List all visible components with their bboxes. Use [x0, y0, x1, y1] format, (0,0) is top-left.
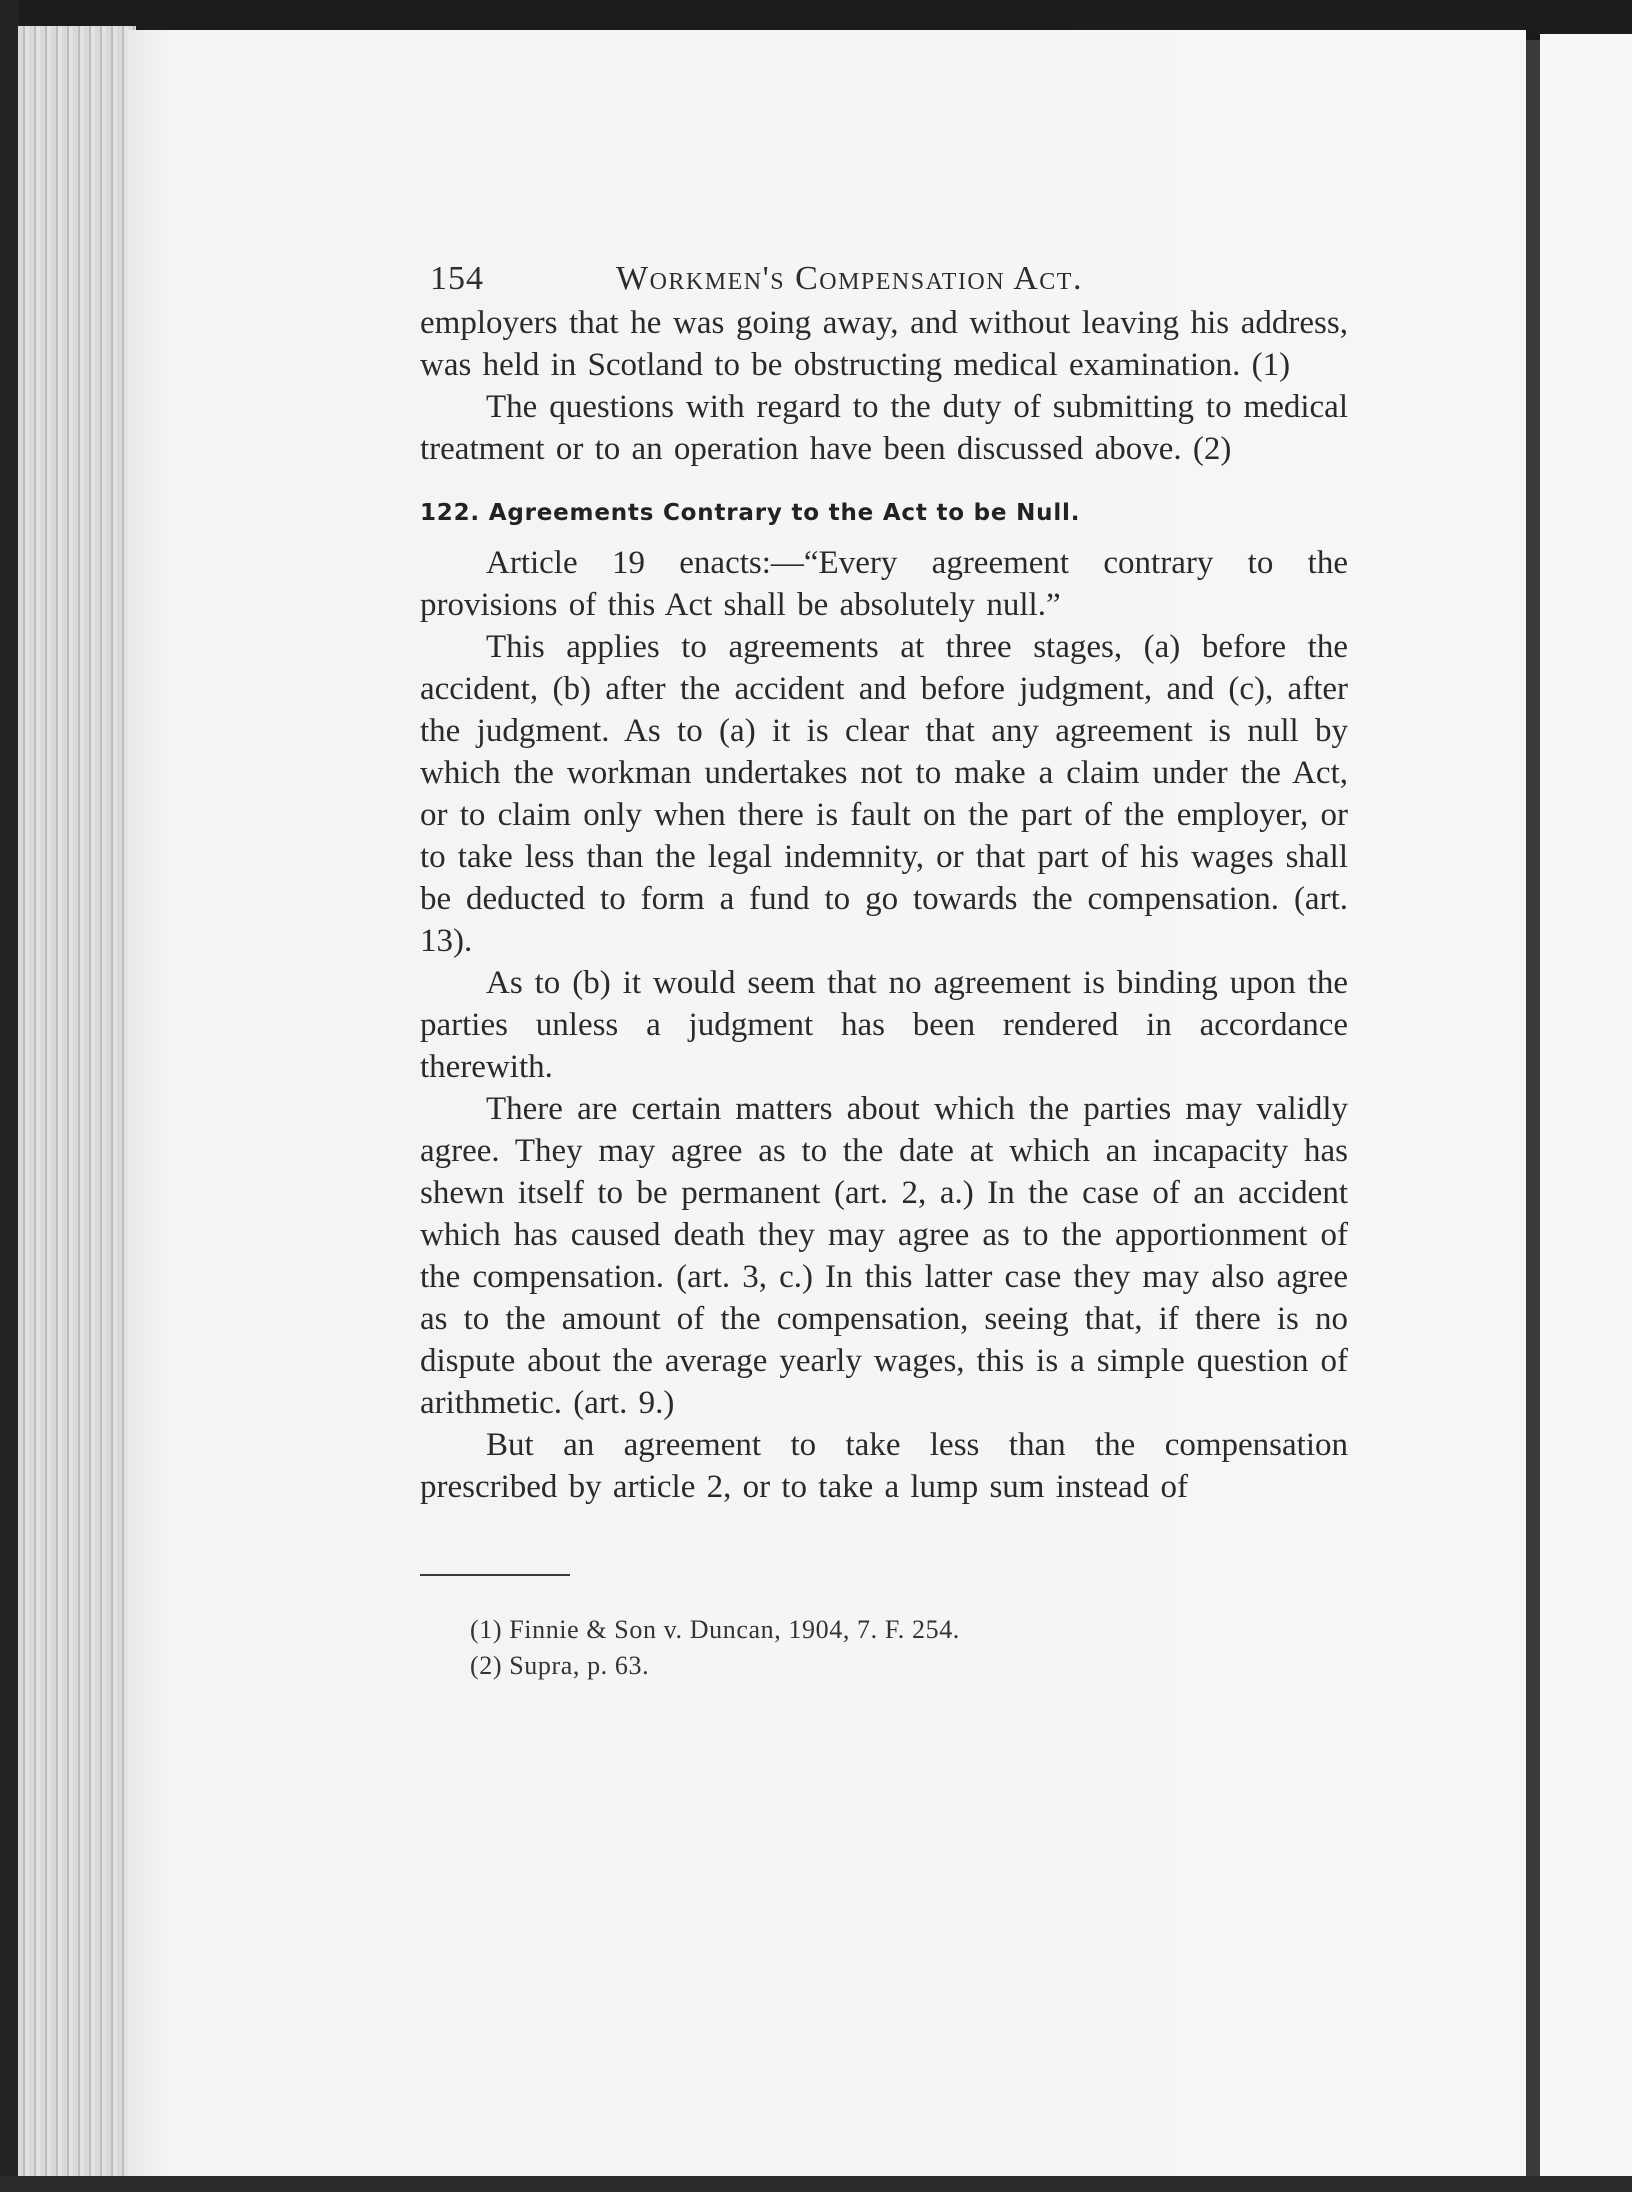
paragraph-medical-treatment: The questions with regard to the duty of submitting to medical treatment or to an operation have been discussed above. (2) [420, 389, 1348, 467]
paragraph-continued: employers that he was going away, and without leaving his address, was held in Scotland to be obstructing medical examination. (1) [420, 305, 1348, 383]
footnote-divider [420, 1574, 570, 1576]
running-head [420, 250, 1348, 302]
page-number: 154 [430, 260, 484, 297]
scan-right-margin [1540, 34, 1632, 2192]
scan-left-border [0, 0, 18, 2192]
page-text-block [420, 250, 1348, 1684]
section-heading: 122. Agreements Contrary to the Act to be Null. [420, 500, 1081, 526]
footnote-2: (2) Supra, p. 63. [470, 1651, 650, 1680]
scan-bottom-border [0, 2176, 1632, 2192]
paragraph-three-stages: This applies to agreements at three stages, (a) before the accident, (b) after the accident and before judgment, and (c), after the judgment. As to (a) it is clear that any agreement is null by which the workman undertakes not to make a claim under the Act, or to claim only when there is fault on the part of the employer, or to take less than the legal indemnity, or that part of his wages shall be deducted to form a fund to go towards the compensation. (art. 13). [420, 629, 1348, 959]
footnote-1: (1) Finnie & Son v. Duncan, 1904, 7. F. 254. [470, 1615, 960, 1644]
scan-top-border [0, 0, 1632, 34]
paragraph-lump-sum: But an agreement to take less than the compensation prescribed by article 2, or to take a lump sum instead of [420, 1427, 1348, 1505]
paragraph-binding: As to (b) it would seem that no agreement is binding upon the parties unless a judgment has been rendered in accordance therewith. [420, 965, 1348, 1085]
book-spine-shadow [1526, 40, 1540, 2180]
running-title: Workmen's Compensation Act. [616, 260, 1083, 297]
footnotes [470, 1612, 1348, 1684]
paragraph-valid-agreements: There are certain matters about which the parties may validly agree. They may agree as to the date at which an incapacity has shewn itself to be permanent (art. 2, a.) In the case of an accident which has caused death they may agree as to the apportionment of the compensation. (art. 3, c.) In this latter case they may also agree as to the amount of the compensation, seeing that, if there is no dispute about the average yearly wages, this is a simple question of arithmetic. (art. 9.) [420, 1091, 1348, 1421]
paragraph-article-19: Article 19 enacts:—“Every agreement contrary to the provisions of this Act shall be absolutely null.” [420, 545, 1348, 623]
stacked-page-edges [18, 26, 136, 2186]
